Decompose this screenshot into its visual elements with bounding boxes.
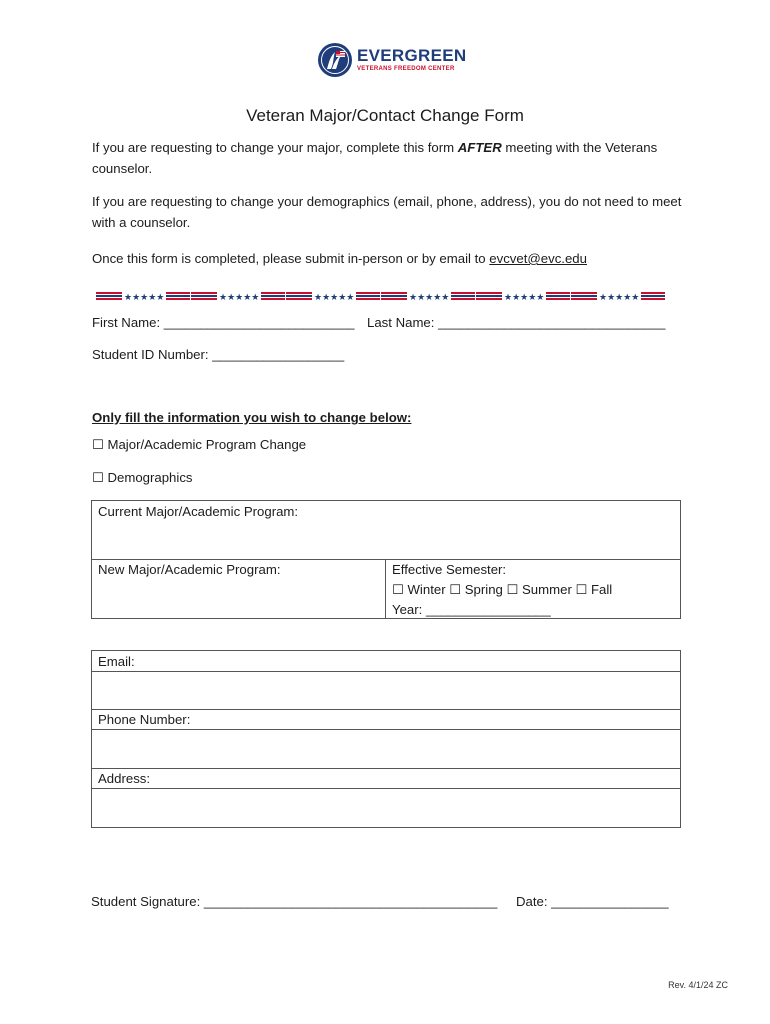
demographics-checkbox[interactable]: ☐ Demographics	[92, 470, 193, 485]
email-label: Email:	[98, 654, 135, 669]
tree-flag-emblem-icon	[317, 42, 353, 78]
instructions-major	[92, 137, 682, 179]
effective-semester-label: Effective Semester:	[392, 562, 507, 577]
phone-input[interactable]	[92, 730, 680, 767]
instructions-submit-text: Once this form is completed, please submit in-person or by email to	[92, 251, 490, 266]
instructions-demographics: If you are requesting to change your demographics (email, phone, address), you do not need to meet with a counselor.	[92, 194, 682, 230]
form-title: Veteran Major/Contact Change Form	[246, 106, 524, 125]
last-name-field[interactable]: Last Name: _______________________________	[367, 315, 666, 330]
signature-field[interactable]: Student Signature: ________________________________________	[91, 894, 498, 909]
current-major-input[interactable]	[92, 521, 680, 558]
major-change-checkbox[interactable]: ☐ Major/Academic Program Change	[92, 437, 307, 452]
student-id-field[interactable]: Student ID Number: __________________	[92, 347, 345, 362]
revision-note: Rev. 4/1/24 ZC	[668, 980, 728, 990]
phone-top-divider	[92, 709, 680, 710]
date-field[interactable]: Date: ________________	[516, 894, 669, 909]
semester-checkboxes[interactable]: ☐ Winter ☐ Spring ☐ Summer ☐ Fall	[392, 582, 613, 597]
logo-subtitle: VETERANS FREEDOM CENTER	[357, 66, 455, 72]
email-input[interactable]	[92, 672, 680, 709]
table-column-divider	[385, 559, 386, 618]
logo-title: EVERGREEN	[357, 46, 467, 65]
address-top-divider	[92, 768, 680, 769]
after-emphasis: AFTER	[457, 140, 502, 155]
email-link[interactable]: evcvet@evc.edu	[489, 251, 587, 266]
svg-text:★★★★★: ★★★★★	[124, 293, 165, 302]
contact-change-table	[91, 650, 681, 828]
address-label: Address:	[98, 771, 151, 786]
instructions-major-text: If you are requesting to change your major, complete this form	[92, 140, 458, 155]
address-input[interactable]	[92, 789, 680, 826]
phone-label: Phone Number:	[98, 712, 191, 727]
table-divider	[92, 559, 680, 560]
stars-stripes-divider	[96, 290, 666, 302]
instructions-major-text-end: meeting with the Veterans counselor.	[92, 140, 658, 176]
current-major-label: Current Major/Academic Program:	[98, 504, 299, 519]
new-major-input[interactable]	[92, 579, 384, 617]
instructions-submit	[92, 248, 682, 269]
first-name-field[interactable]: First Name: __________________________	[92, 315, 355, 330]
evergreen-logo	[317, 40, 466, 80]
major-change-table	[91, 500, 681, 619]
year-field[interactable]: Year: _________________	[392, 602, 551, 617]
change-instruction-heading: Only fill the information you wish to change below:	[92, 410, 412, 425]
new-major-label: New Major/Academic Program:	[98, 562, 281, 577]
